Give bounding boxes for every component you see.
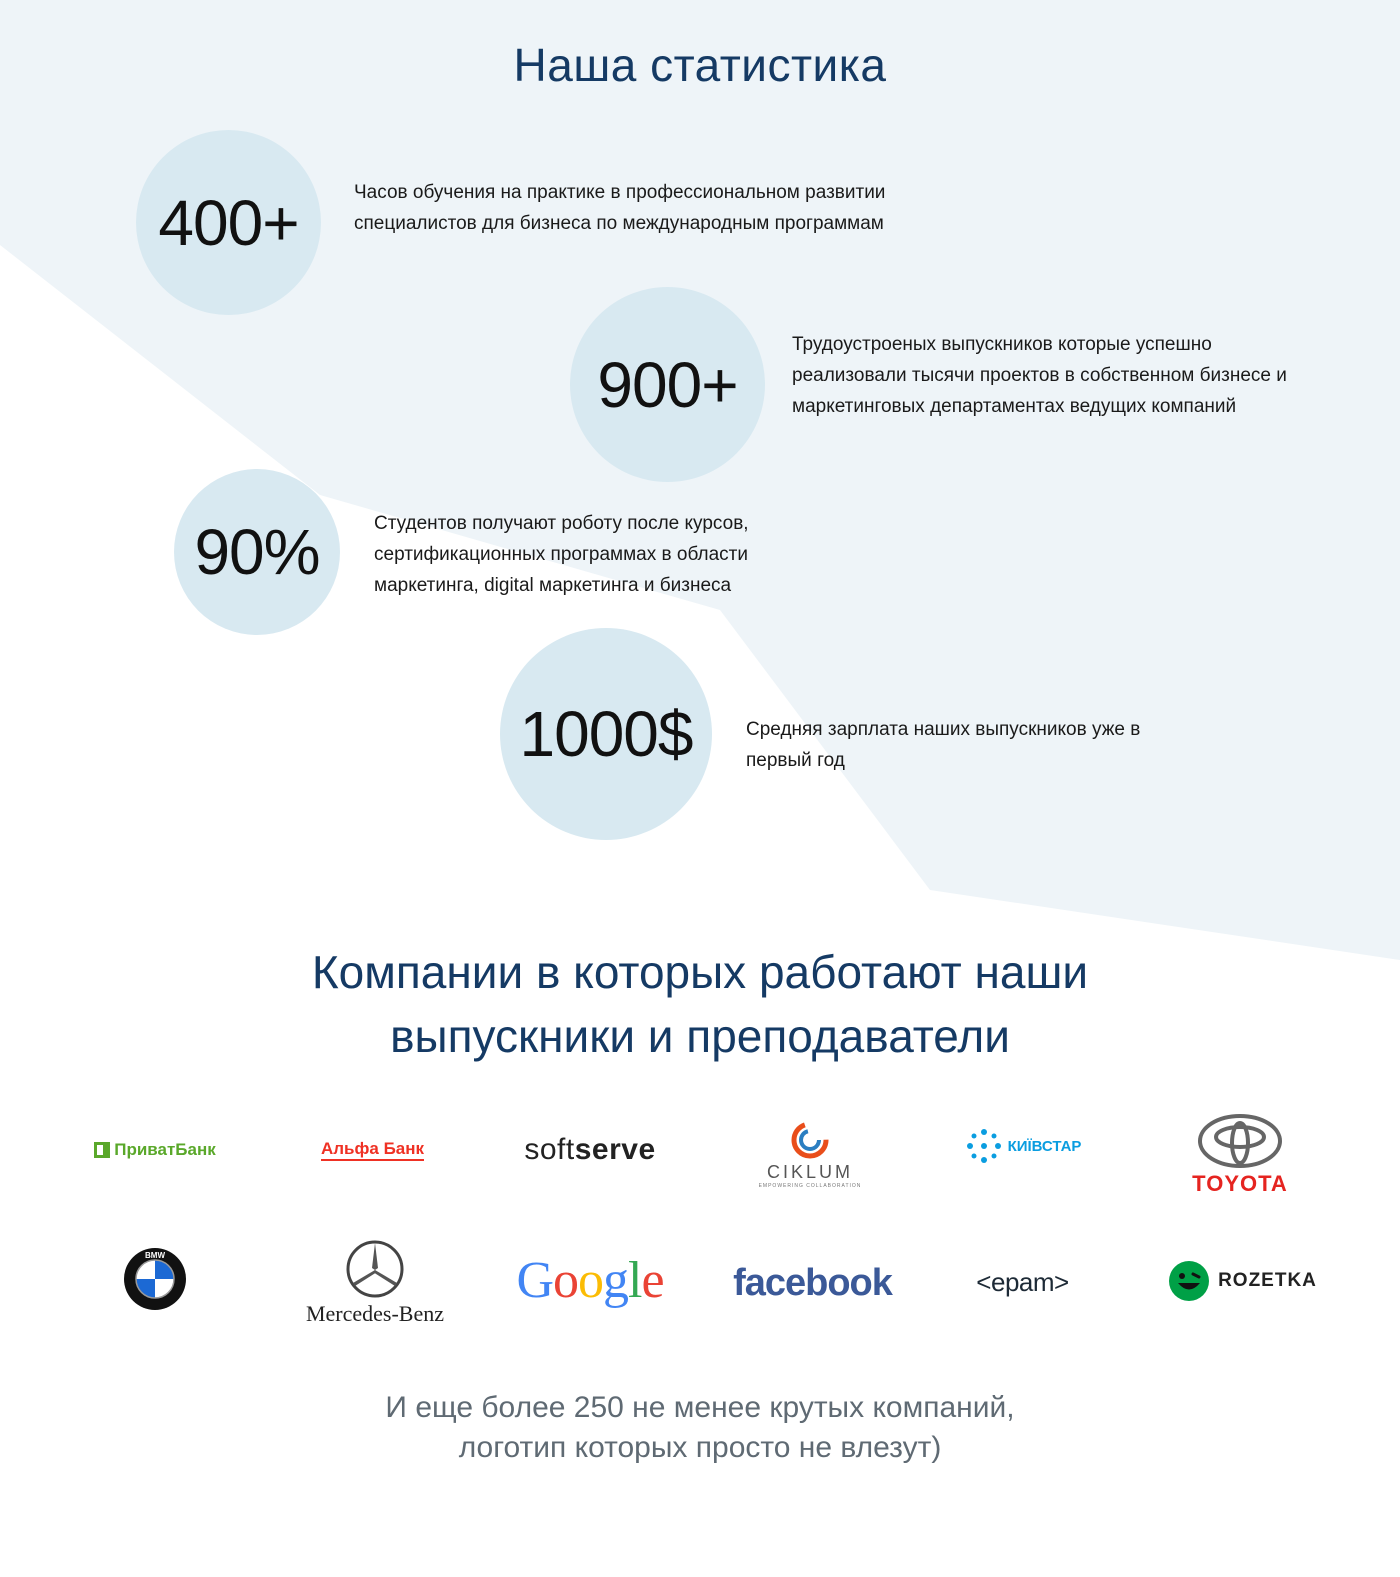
privatbank-icon [94,1142,110,1158]
svg-text:BMW: BMW [145,1251,165,1260]
stat-description: Часов обучения на практике в профессиональном развитии специалистов для бизнеса по международным программам [354,182,886,234]
kyivstar-star-icon [964,1126,1004,1166]
epam-logo [975,1262,1070,1302]
stat-circle-employment [174,469,340,635]
stat-value: 900+ [597,348,738,421]
ciklum-tagline: EMPOWERING COLLABORATION [758,1182,862,1189]
privatbank-name: ПриватБанк [114,1140,216,1159]
mercedes-star-icon [345,1239,405,1299]
footer-line: И еще более 250 не менее крутых компаний, [385,1391,1015,1424]
epam-name: <epam> [976,1266,1069,1297]
toyota-name: TOYOTA [1192,1171,1288,1196]
stat-circle-salary [500,628,712,840]
stat-circle-hours [136,130,321,315]
stat-circle-graduates [570,287,765,482]
ciklum-name: CIKLUM [766,1161,853,1182]
rozetka-logo [1155,1258,1330,1304]
privatbank-logo [85,1130,225,1170]
footer-line: логотип которых просто не влезут) [458,1431,942,1464]
softserve-name-part2: serve [574,1133,656,1166]
mercedes-name: Mercedes-Benz [305,1300,445,1326]
stats-section-title: Наша статистика [513,39,887,91]
softserve-logo [510,1128,670,1172]
bmw-logo [122,1246,188,1312]
ciklum-icon [790,1120,830,1160]
stat-description: Средняя зарплата наших выпускников уже в первый год [746,719,1141,771]
ciklum-logo [755,1115,865,1193]
companies-section-title [0,940,1400,1068]
companies-title-line: Компании в которых работают наши [311,946,1089,998]
facebook-name: facebook [733,1261,892,1304]
google-logo [505,1245,675,1315]
stat-value: 1000$ [519,698,693,770]
mercedes-logo [290,1235,460,1330]
alfabank-name: Альфа Банк [321,1139,424,1161]
facebook-logo [725,1258,900,1308]
toyota-logo [1185,1110,1295,1200]
stat-description: Трудоустроеных выпускников которые успешно реализовали тысячи проектов в собственном бизнесе и маркетинговых департаментах ведущих компаний [792,334,1287,417]
footer-note [0,1388,1400,1468]
bmw-emblem-icon [123,1247,187,1311]
alfabank-logo [315,1130,430,1170]
google-name: Google [516,1251,664,1309]
rozetka-smile-icon [1168,1260,1210,1302]
kyivstar-logo [955,1122,1090,1170]
companies-title-line: выпускники и преподаватели [390,1010,1010,1062]
stat-description: Студентов получают роботу после курсов, сертификационных программах в области маркетинга, digital маркетинга и бизнеса [374,513,749,596]
toyota-emblem-icon [1197,1113,1283,1169]
stat-value: 90% [194,516,320,588]
stat-value: 400+ [158,186,299,259]
softserve-name-part1: soft [524,1133,575,1166]
rozetka-name: ROZETKA [1218,1270,1317,1291]
kyivstar-name: КИЇВСТАР [1007,1137,1082,1155]
